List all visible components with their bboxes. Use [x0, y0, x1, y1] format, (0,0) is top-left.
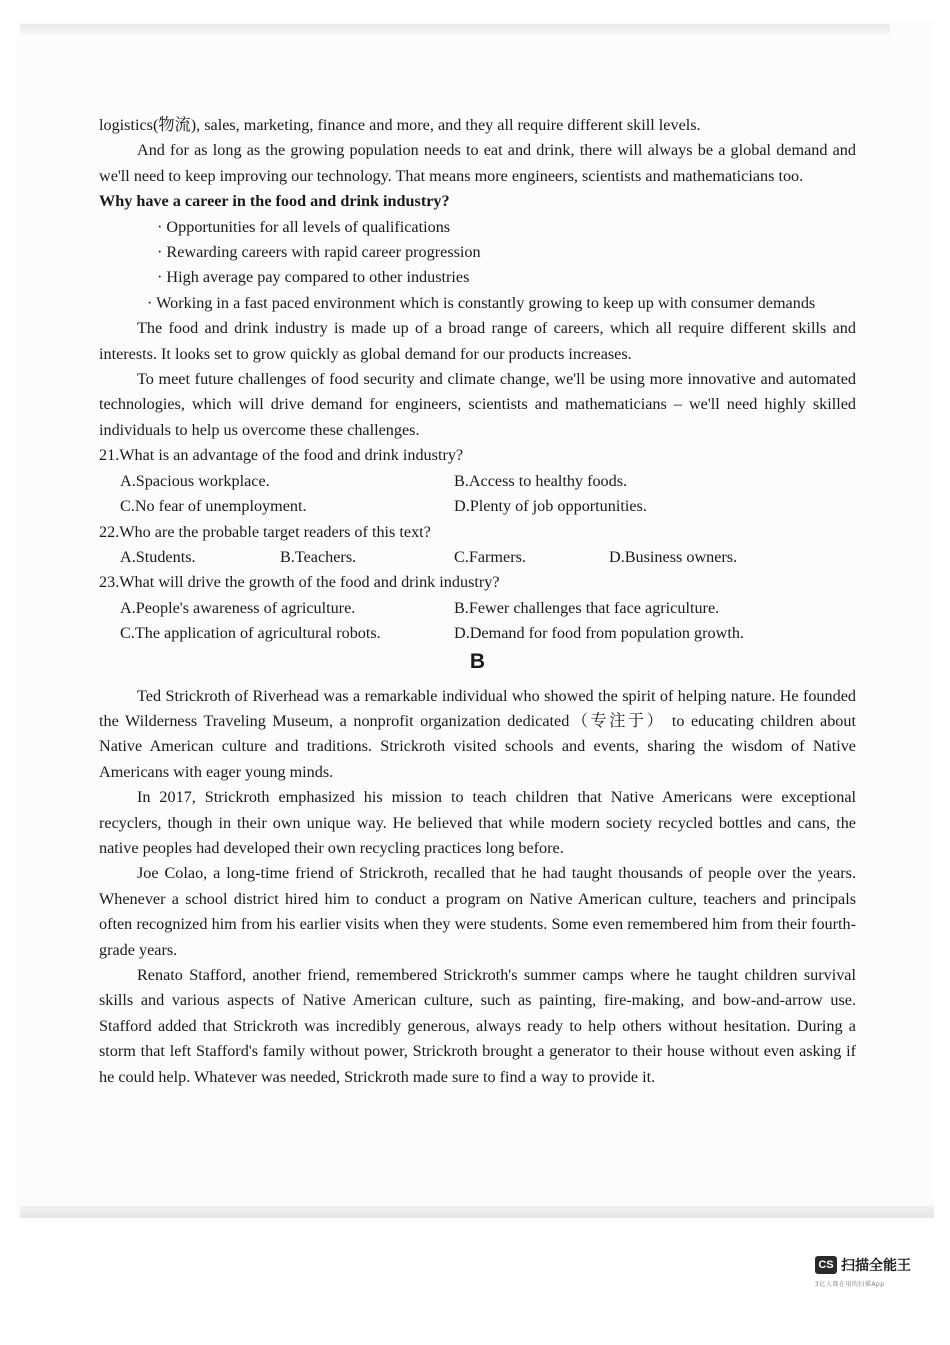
option-b: B.Fewer challenges that face agriculture. — [454, 598, 720, 617]
scan-shadow-bottom — [20, 1206, 934, 1218]
option-b: B.Teachers. — [280, 547, 357, 566]
passage-a-paragraph-3: The food and drink industry is made up of a broad range of careers, which all require different skills and interests. It looks set to grow quickly as global demand for our products increases. — [99, 319, 856, 363]
option-d: D.Demand for food from population growth. — [454, 624, 744, 643]
section-b-heading: B — [469, 649, 486, 673]
passage-a-paragraph-2: And for as long as the growing population needs to eat and drink, there will always be a global demand and we'll need to keep improving our technology. That means more engineers, scientists and mathematicians too. — [99, 141, 856, 185]
question-21-options-row-2 — [99, 494, 856, 519]
option-c: C.Farmers. — [454, 547, 526, 566]
passage-a-paragraph-4: To meet future challenges of food security and climate change, we'll be using more innovative and automated technologies, which will drive demand for engineers, scientists and mathematicians – we'll need highly skilled individuals to help us overcome these challenges. — [99, 370, 856, 439]
passage-a-paragraph-1: logistics(物流), sales, marketing, finance and more, and they all require different skill levels. — [99, 116, 701, 134]
section-b-paragraph-3: Joe Colao, a long-time friend of Strickroth, recalled that he had taught thousands of people over the years. Whenever a school district hired him to conduct a program on Native American culture, teachers and principals often recognized him from his earlier visits when they were students. Some even remembered him from their fourth-grade years. — [99, 864, 856, 959]
document-body — [99, 113, 856, 1090]
section-b-paragraph-2: In 2017, Strickroth emphasized his mission to teach children that Native Americans were exceptional recyclers, though in their own unique way. He believed that while modern society recycled bottles and cans, the native peoples had developed their own recycling practices long before. — [99, 788, 856, 857]
scan-shadow-top — [20, 24, 890, 34]
bullet-item: · Opportunities for all levels of qualifications — [157, 217, 451, 236]
option-a: A.People's awareness of agriculture. — [120, 598, 356, 617]
watermark-row — [815, 1255, 925, 1275]
option-b: B.Access to healthy foods. — [454, 471, 628, 490]
option-a: A.Students. — [120, 547, 196, 566]
bullet-item: · Rewarding careers with rapid career progression — [157, 243, 481, 262]
bullet-item: · Working in a fast paced environment which is constantly growing to keep up with consumer demands — [147, 293, 816, 312]
camscanner-watermark — [815, 1255, 925, 1300]
option-d: D.Business owners. — [609, 547, 738, 566]
question-23-stem: 23.What will drive the growth of the food and drink industry? — [99, 573, 500, 592]
question-23-options-row-2 — [99, 621, 856, 646]
section-b-paragraph-4: Renato Stafford, another friend, remembered Strickroth's summer camps where he taught children survival skills and various aspects of Native American culture, such as painting, fire-making, and bow-and-arrow use. Stafford added that Strickroth was incredibly generous, always ready to help others without hesitation. During a storm that left Stafford's family without power, Strickroth brought a generator to their house without even asking if he could help. Whatever was needed, Strickroth made sure to find a way to provide it. — [99, 966, 856, 1086]
section-b-paragraph-1: Ted Strickroth of Riverhead was a remarkable individual who showed the spirit of helping nature. He founded the Wilderness Traveling Museum, a nonprofit organization dedicated（专注于） to educating children about Native American culture and traditions. Strickroth visited schools and events, sharing the wisdom of Native Americans with eager young minds. — [99, 686, 856, 781]
question-22-options-row — [99, 545, 856, 570]
question-21-options-row-1 — [99, 469, 856, 494]
question-21-stem: 21.What is an advantage of the food and drink industry? — [99, 446, 464, 465]
option-c: C.No fear of unemployment. — [120, 497, 307, 516]
option-d: D.Plenty of job opportunities. — [454, 497, 647, 516]
question-22-stem: 22.Who are the probable target readers of this text? — [99, 522, 431, 541]
watermark-app-name: 扫描全能王 — [841, 1258, 911, 1274]
passage-a-heading: Why have a career in the food and drink industry? — [99, 192, 450, 211]
bullet-item: · High average pay compared to other industries — [157, 268, 470, 287]
option-a: A.Spacious workplace. — [120, 471, 270, 490]
option-c: C.The application of agricultural robots. — [120, 624, 381, 643]
cs-logo-icon: CS — [815, 1256, 837, 1274]
question-23-options-row-1 — [99, 596, 856, 621]
watermark-tagline: 3亿人都在用的扫描App — [815, 1281, 885, 1288]
